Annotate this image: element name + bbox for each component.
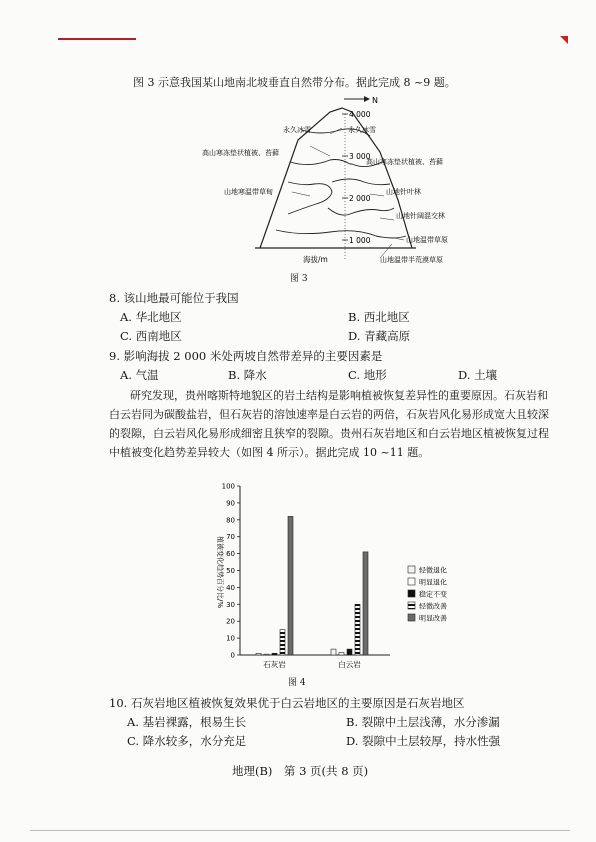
conifer-boundary	[332, 179, 390, 185]
intro-fig3: 图 3 示意我国某山地南北坡垂直自然带分布。据此完成 8 ~9 题。	[133, 76, 456, 89]
q9-stem: 9. 影响海拔 2 000 米处两坡自然带差异的主要因素是	[109, 349, 383, 363]
figure-3-mountain-diagram	[180, 90, 480, 290]
q8-option-d: D. 青藏高原	[348, 329, 411, 343]
figure-4-bar-chart	[200, 480, 470, 672]
q10-stem: 10. 石灰岩地区植被恢复效果优于白云岩地区的主要原因是石灰岩地区	[109, 696, 465, 710]
steppe-boundary	[276, 230, 406, 238]
q10-option-c: C. 降水较多，水分充足	[127, 734, 247, 748]
bar-limestone-2	[264, 654, 269, 655]
elev-3000: 3 000	[349, 152, 371, 161]
legend-swatch	[408, 602, 415, 609]
passage-line-4: 中植被变化趋势差异较大（如图 4 所示）。据此完成 10 ~11 题。	[109, 446, 430, 459]
legend-label: 稳定不变	[419, 590, 447, 599]
elev-1000: 1 000	[349, 236, 371, 245]
legend-label: 轻微退化	[419, 566, 447, 575]
mixed-boundary	[328, 208, 394, 215]
passage-line-1: 研究发现，贵州喀斯特地貌区的岩土结构是影响植被恢复差异性的重要原因。石灰岩和	[130, 389, 548, 402]
q8-option-c: C. 西南地区	[120, 329, 182, 343]
bar-limestone-3	[272, 653, 277, 655]
bar-dolomite-5	[363, 552, 368, 655]
elev-2000: 2 000	[349, 194, 371, 203]
q9-option-a: A. 气温	[120, 368, 159, 382]
y-tick-label: 30	[226, 600, 235, 609]
q10-option-d: D. 裂隙中土层较厚，持水性强	[346, 734, 501, 748]
y-tick-label: 90	[226, 499, 235, 508]
y-tick-label: 0	[230, 651, 235, 660]
legend-swatch	[408, 614, 415, 621]
label-mixed-north: 山地针阔混交林	[396, 212, 445, 220]
q9-option-d: D. 土壤	[458, 368, 498, 382]
label-alpine-south: 高山寒冻垫状植被、苔藓	[202, 149, 279, 157]
meadow-boundary	[288, 182, 332, 214]
figure-3-caption: 图 3	[290, 274, 308, 284]
q10-option-a: A. 基岩裸露，根易生长	[127, 715, 247, 729]
q8-option-b: B. 西北地区	[348, 310, 410, 324]
q9-option-c: C. 地形	[348, 368, 387, 382]
label-conifer-north: 山地针叶林	[386, 188, 421, 196]
north-label: N	[372, 96, 378, 105]
bar-dolomite-1	[331, 649, 336, 655]
y-tick-label: 100	[221, 482, 235, 491]
chart-y-axis-label: 植被变化趋势百分比/%	[216, 535, 224, 609]
legend-label: 明显退化	[419, 578, 447, 587]
bottom-rule	[30, 830, 570, 831]
elev-4000: 4 000	[349, 110, 371, 119]
q8-stem: 8. 该山地最可能位于我国	[109, 291, 239, 305]
legend-swatch	[408, 578, 415, 585]
legend-label: 明显改善	[419, 614, 447, 623]
y-tick-label: 60	[226, 550, 235, 559]
y-tick-label: 70	[226, 533, 235, 542]
passage-line-2: 白云岩同为碳酸盐岩，但石灰岩的溶蚀速率是白云岩的两倍，石灰岩风化易形成宽大且较深	[109, 408, 549, 421]
legend-swatch	[408, 590, 415, 597]
north-arrow-head	[364, 96, 370, 102]
x-category-label: 白云岩	[338, 660, 361, 669]
y-tick-label: 10	[226, 634, 235, 643]
q10-option-b: B. 裂隙中土层浅薄，水分渗漏	[346, 715, 500, 729]
label-snow-north: 永久冰雪	[348, 126, 376, 134]
label-steppe-north: 山地温带草原	[406, 236, 448, 244]
top-red-rule	[58, 38, 136, 40]
bar-dolomite-2	[339, 652, 344, 655]
page-footer: 地理(B) 第 3 页(共 8 页)	[232, 764, 369, 778]
bar-dolomite-4	[355, 604, 360, 655]
bar-limestone-4	[280, 630, 285, 655]
bar-limestone-1	[256, 653, 261, 655]
corner-mark	[560, 36, 568, 44]
x-category-label: 石灰岩	[263, 660, 286, 669]
bar-limestone-5	[288, 516, 293, 655]
passage-line-3: 的裂隙，白云岩风化易形成细密且狭窄的裂隙。贵州石灰岩地区和白云岩地区植被恢复过程	[109, 427, 549, 440]
q9-option-b: B. 降水	[228, 368, 267, 382]
y-tick-label: 80	[226, 516, 235, 525]
elevation-unit-label: 海拔/m	[303, 255, 328, 264]
legend-label: 轻微改善	[419, 602, 447, 611]
y-tick-label: 20	[226, 617, 235, 626]
label-snow-south: 永久冰雪	[283, 126, 311, 134]
label-alpine-north: 高山寒冻垫状植被、苔藓	[366, 158, 443, 166]
label-meadow-south: 山地寒温带草甸	[224, 188, 273, 196]
y-tick-label: 40	[226, 583, 235, 592]
bar-dolomite-3	[347, 649, 352, 655]
q8-option-a: A. 华北地区	[120, 310, 182, 324]
label-semidesert-north: 山地温带半荒漠草原	[380, 256, 443, 264]
legend-swatch	[408, 566, 415, 573]
figure-4-caption: 图 4	[288, 678, 306, 688]
y-tick-label: 50	[226, 567, 235, 575]
